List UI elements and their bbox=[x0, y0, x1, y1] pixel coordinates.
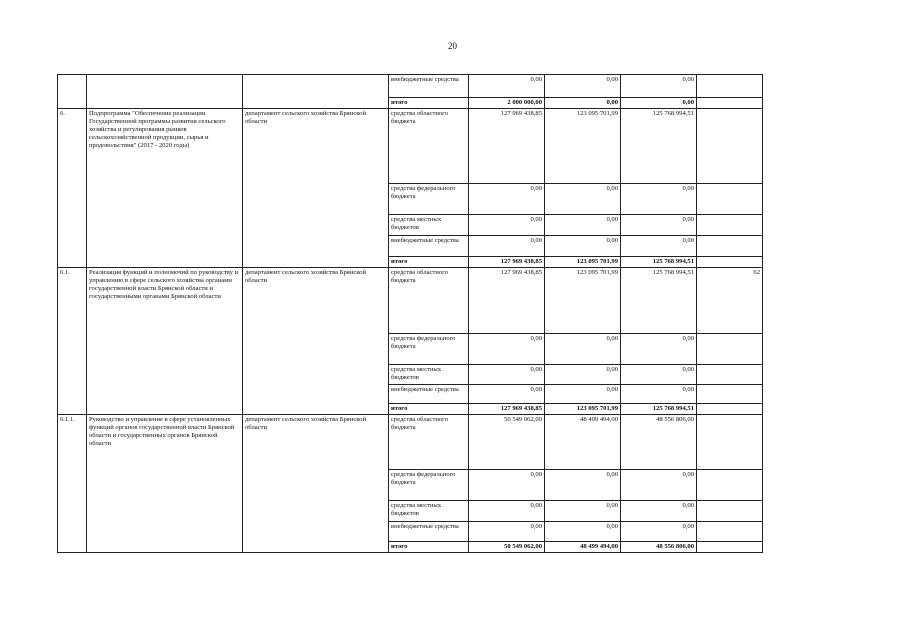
table-row bbox=[58, 75, 763, 98]
amount-2018-cell: 0,00 bbox=[469, 470, 545, 501]
amount-2020-cell: 125 768 994,51 bbox=[621, 404, 697, 415]
executor-cell bbox=[243, 75, 389, 109]
amount-2020-cell: 0,00 bbox=[621, 75, 697, 98]
amount-2018-cell: 0,00 bbox=[469, 365, 545, 385]
amount-2019-cell: 48 499 494,00 bbox=[545, 415, 621, 470]
amount-2020-cell: 0,00 bbox=[621, 470, 697, 501]
funding-source-cell: итого bbox=[389, 404, 469, 415]
funding-source-cell: средства федерального бюджета bbox=[389, 184, 469, 215]
amount-2018-cell: 0,00 bbox=[469, 522, 545, 542]
amount-2019-cell: 0,00 bbox=[545, 184, 621, 215]
amount-2018-cell: 50 549 062,00 bbox=[469, 542, 545, 553]
amount-2019-cell: 0,00 bbox=[545, 75, 621, 98]
amount-2019-cell: 123 095 701,99 bbox=[545, 404, 621, 415]
funding-source-cell: средства местных бюджетов bbox=[389, 215, 469, 236]
amount-2020-cell: 0,00 bbox=[621, 501, 697, 522]
amount-2020-cell: 0,00 bbox=[621, 385, 697, 404]
extra-column-cell bbox=[697, 385, 763, 404]
amount-2019-cell: 48 499 494,00 bbox=[545, 542, 621, 553]
funding-source-cell: средства областного бюджета bbox=[389, 415, 469, 470]
table-row bbox=[58, 268, 763, 334]
amount-2019-cell: 0,00 bbox=[545, 385, 621, 404]
amount-2018-cell: 127 969 438,85 bbox=[469, 109, 545, 184]
amount-2018-cell: 0,00 bbox=[469, 75, 545, 98]
funding-source-cell: внебюджетные средства bbox=[389, 385, 469, 404]
extra-column-cell bbox=[697, 236, 763, 257]
funding-source-cell: средства федерального бюджета bbox=[389, 334, 469, 365]
amount-2019-cell: 0,00 bbox=[545, 236, 621, 257]
amount-2020-cell: 125 768 994,51 bbox=[621, 268, 697, 334]
item-name-cell: Руководство и управление в сфере установленных функций органов государственной власти Брянской области и государственных органов Брянской области bbox=[87, 415, 243, 553]
funding-source-cell: внебюджетные средства bbox=[389, 236, 469, 257]
funding-source-cell: средства областного бюджета bbox=[389, 109, 469, 184]
table-row bbox=[58, 109, 763, 184]
extra-column-cell bbox=[697, 415, 763, 470]
amount-2018-cell: 0,00 bbox=[469, 334, 545, 365]
amount-2020-cell: 48 556 806,00 bbox=[621, 415, 697, 470]
amount-2019-cell: 0,00 bbox=[545, 365, 621, 385]
extra-column-cell bbox=[697, 522, 763, 542]
extra-column-cell bbox=[697, 75, 763, 98]
amount-2020-cell: 0,00 bbox=[621, 98, 697, 109]
extra-column-cell bbox=[697, 215, 763, 236]
extra-column-cell bbox=[697, 98, 763, 109]
extra-column-cell: 62 bbox=[697, 268, 763, 334]
amount-2019-cell: 123 095 701,99 bbox=[545, 109, 621, 184]
amount-2019-cell: 123 095 701,99 bbox=[545, 268, 621, 334]
extra-column-cell bbox=[697, 184, 763, 215]
amount-2018-cell: 0,00 bbox=[469, 501, 545, 522]
amount-2019-cell: 0,00 bbox=[545, 334, 621, 365]
amount-2020-cell: 0,00 bbox=[621, 522, 697, 542]
item-name-cell bbox=[87, 75, 243, 109]
item-number-cell: 6.1. bbox=[58, 268, 87, 415]
amount-2018-cell: 127 969 438,85 bbox=[469, 257, 545, 268]
funding-source-cell: внебюджетные средства bbox=[389, 522, 469, 542]
amount-2019-cell: 0,00 bbox=[545, 215, 621, 236]
amount-2018-cell: 127 969 438,85 bbox=[469, 404, 545, 415]
amount-2018-cell: 127 969 438,85 bbox=[469, 268, 545, 334]
amount-2020-cell: 0,00 bbox=[621, 215, 697, 236]
amount-2020-cell: 0,00 bbox=[621, 184, 697, 215]
executor-cell: департамент сельского хозяйства Брянской области bbox=[243, 109, 389, 268]
amount-2019-cell: 0,00 bbox=[545, 501, 621, 522]
budget-table-body bbox=[58, 75, 763, 553]
item-number-cell bbox=[58, 75, 87, 109]
page-number: 20 bbox=[448, 41, 457, 51]
executor-cell: департамент сельского хозяйства Брянской области bbox=[243, 415, 389, 553]
funding-source-cell: средства местных бюджетов bbox=[389, 501, 469, 522]
amount-2019-cell: 0,00 bbox=[545, 98, 621, 109]
amount-2020-cell: 0,00 bbox=[621, 365, 697, 385]
funding-source-cell: внебюджетные средства bbox=[389, 75, 469, 98]
item-name-cell: Реализация функций и полномочий по руководству и управлению в сфере сельского хозяйства органами государственной власти Брянской области и государственными органами Брянской области bbox=[87, 268, 243, 415]
amount-2018-cell: 2 000 000,00 bbox=[469, 98, 545, 109]
funding-source-cell: итого bbox=[389, 98, 469, 109]
extra-column-cell bbox=[697, 257, 763, 268]
amount-2020-cell: 0,00 bbox=[621, 236, 697, 257]
amount-2019-cell: 0,00 bbox=[545, 522, 621, 542]
extra-column-cell bbox=[697, 501, 763, 522]
amount-2020-cell: 125 768 994,51 bbox=[621, 109, 697, 184]
amount-2020-cell: 125 768 994,51 bbox=[621, 257, 697, 268]
item-number-cell: 6.1.1. bbox=[58, 415, 87, 553]
executor-cell: департамент сельского хозяйства Брянской области bbox=[243, 268, 389, 415]
extra-column-cell bbox=[697, 542, 763, 553]
extra-column-cell bbox=[697, 365, 763, 385]
amount-2018-cell: 0,00 bbox=[469, 236, 545, 257]
funding-source-cell: средства областного бюджета bbox=[389, 268, 469, 334]
extra-column-cell bbox=[697, 334, 763, 365]
amount-2019-cell: 123 095 701,99 bbox=[545, 257, 621, 268]
amount-2020-cell: 0,00 bbox=[621, 334, 697, 365]
amount-2018-cell: 0,00 bbox=[469, 385, 545, 404]
amount-2019-cell: 0,00 bbox=[545, 470, 621, 501]
funding-source-cell: итого bbox=[389, 257, 469, 268]
funding-source-cell: средства местных бюджетов bbox=[389, 365, 469, 385]
amount-2018-cell: 50 549 062,00 bbox=[469, 415, 545, 470]
extra-column-cell bbox=[697, 109, 763, 184]
table-row bbox=[58, 415, 763, 470]
budget-table bbox=[57, 74, 763, 553]
extra-column-cell bbox=[697, 470, 763, 501]
extra-column-cell bbox=[697, 404, 763, 415]
amount-2020-cell: 48 556 806,00 bbox=[621, 542, 697, 553]
amount-2018-cell: 0,00 bbox=[469, 215, 545, 236]
funding-source-cell: средства федерального бюджета bbox=[389, 470, 469, 501]
funding-source-cell: итого bbox=[389, 542, 469, 553]
item-name-cell: Подпрограмма "Обеспечение реализации Государственной программы развития сельского хозяйства и регулирования рынков сельскохозяйственной продукции, сырья и продовольствия" (2017 - 2020 годы) bbox=[87, 109, 243, 268]
amount-2018-cell: 0,00 bbox=[469, 184, 545, 215]
item-number-cell: 6. bbox=[58, 109, 87, 268]
